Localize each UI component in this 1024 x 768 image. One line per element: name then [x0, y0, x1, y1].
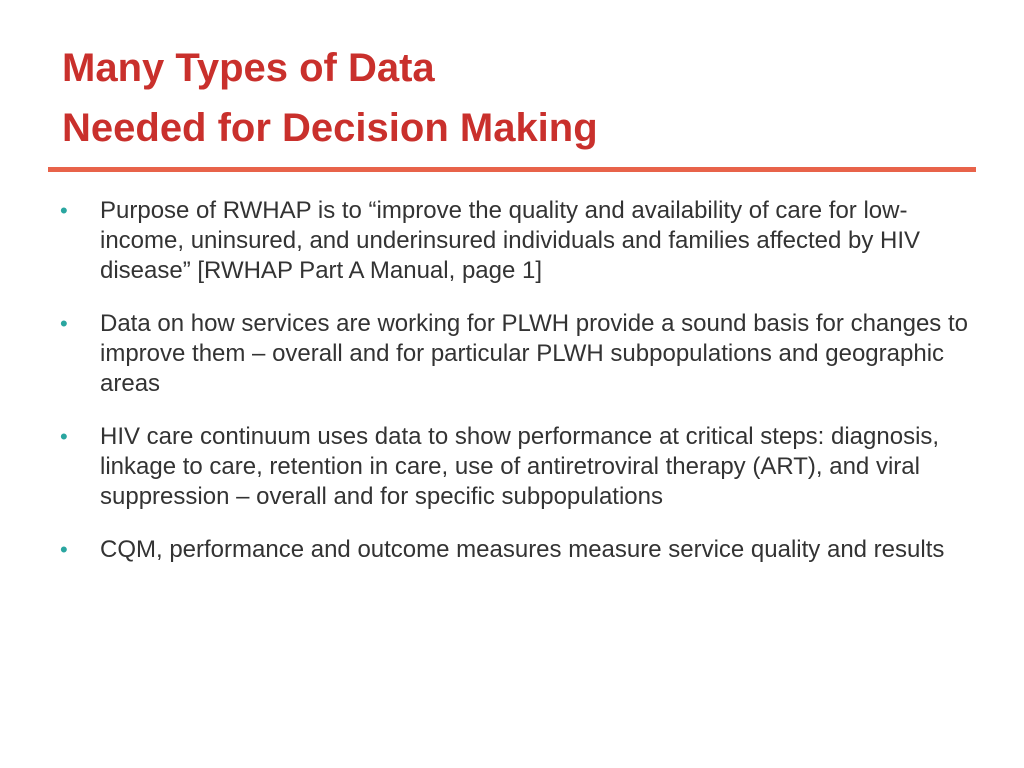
- bullet-text: Data on how services are working for PLWH provide a sound basis for changes to improve them – overall and for particular PLWH subpopulations and geographic areas: [100, 310, 968, 397]
- bullet-icon: •: [60, 537, 68, 562]
- slide-title: [62, 38, 962, 158]
- slide-title-line-2: Needed for Decision Making: [62, 106, 598, 150]
- title-divider: [48, 167, 976, 172]
- bullet-item: [60, 196, 970, 286]
- bullet-item: [60, 422, 970, 512]
- bullet-list: [60, 196, 970, 588]
- bullet-text: HIV care continuum uses data to show performance at critical steps: diagnosis, linkage to care, retention in care, use of antiretroviral therapy (ART), and viral suppression – overall and for specific subpopulations: [100, 423, 940, 510]
- bullet-item: [60, 309, 970, 399]
- bullet-text: CQM, performance and outcome measures measure service quality and results: [100, 536, 945, 563]
- bullet-icon: •: [60, 311, 68, 336]
- bullet-item: [60, 535, 970, 565]
- bullet-icon: •: [60, 198, 68, 223]
- bullet-icon: •: [60, 424, 68, 449]
- slide-title-line-1: Many Types of Data: [62, 46, 435, 90]
- bullet-text: Purpose of RWHAP is to “improve the quality and availability of care for low-income, uninsured, and underinsured individuals and families affected by HIV disease” [RWHAP Part A Manual, page 1]: [100, 197, 921, 284]
